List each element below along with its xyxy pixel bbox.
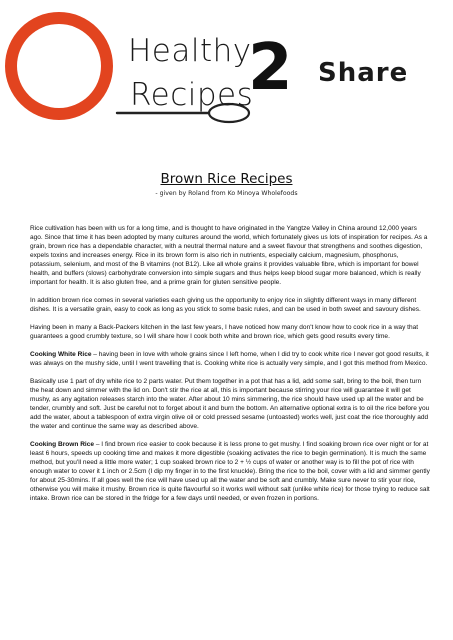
paragraph-white-rice-method: Basically use 1 part of dry white rice to 2 parts water. Put them together in a pot that has a lid, add some salt, bring to the boil, then turn the heat down and simmer with the lid on. Don't stir the rice at all, this is important because stirring your rice will guarantee it will get mushy, as any agitation releases starch into the water. After about 10 mins simmering, the rice should have used up all the water and be tender, crumbly and soft. Just be careful not to forget about it and burn the bottom. An alternative optional extra is to oil the rice before you add the water, about a tablespoon of extra virgin olive oil or cold pressed sesame (untoasted) works well, just coat the rice thoroughly add the water and continue the same way as described above.	[30, 378, 430, 430]
article-subtitle: - given by Roland from Ko Minoya Wholefoods	[155, 190, 298, 197]
logo-word-healthy: Healthy	[128, 33, 252, 69]
paragraph-varieties: In addition brown rice comes in several varieties each giving us the opportunity to enjoy rice in slightly different ways in many different dishes. It is a versatile grain, easy to cook as long as you stick to some basic rules, and can be used in both sweet and savoury dishes.	[30, 297, 421, 313]
paragraph-backpackers: Having been in many a Back-Packers kitchen in the last few years, I have noticed how many don't know how to cook rice in a way that guarantees a good crumbly texture, so I will share how I cook both white and brown rice, which gets good results every time.	[30, 324, 419, 340]
plate-icon	[4, 11, 114, 121]
article-title: Brown Rice Recipes	[160, 171, 293, 187]
logo-number-two: 2	[248, 31, 294, 105]
paragraph-cooking-brown-rice	[30, 440, 430, 503]
cooking-brown-rice-text: – I find brown rice easier to cook because it is less prone to get mushy. I find soaking brown rice over night or for at least 6 hours, speeds up cooking time and makes it more digestible (soaking activates the rice to begin germination). It is much the same method, but you'll need a little more water; 1 cup soaked brown rice to 2 + ½ cups of water or another way is to fill the pot of rice with enough water to cover it 1 inch or 2.5cm (I dip my finger in to the first knuckle). Bring the rice to the boil, cover with a lid and simmer gently for about 25-30mins. If all goes well the rice will have used up all the water and be soft and crumbly. Make sure never to stir your rice, otherwise you will make it mushy. Brown rice is quite flavourful so it works well without salt (unlike white rice) for those trying to reduce salt intake. Brown rice can be stored in the fridge for a few days until needed, or even frozen in portions.	[30, 441, 430, 502]
logo-word-recipes: Recipes	[130, 77, 254, 113]
heading-cooking-white-rice: Cooking White Rice	[30, 351, 92, 358]
paragraph-cooking-white-rice	[30, 350, 430, 368]
logo-word-share: Share	[318, 58, 409, 88]
article-body	[30, 224, 430, 512]
cooking-white-rice-text: – having been in love with whole grains since I left home, when I did try to cook white rice I never got good results, it was always on the mushy side, until I went travelling that is. Cooking white rice is actually very simple, and I got this method from Mexico.	[30, 351, 429, 367]
paragraph-intro: Rice cultivation has been with us for a long time, and is thought to have originated in the Yangtze Valley in China around 12,000 years ago. Since that time it has been adopted by many cultures around the world, which fortunately gives us lots of inspiration for recipes. As a grain, brown rice has a dependable character, with a neutral thermal nature and a sweet flavour that strengthens and soothes digestion, expels toxins and increases energy. Rice in its brown form is also rich in nutrients, especially calcium, magnesium, phosphorus, potassium, selenium, and most of the B vitamins (not B12). Like all whole grains it provides valuable fibre, which is important for bowel health, and buffers (slows) carbohydrate conversion into simple sugars and thus helps keep blood sugar more balanced, which is really important for health. It is also gluten free, and a prime grain for gluten sensitive people.	[30, 225, 428, 286]
healthy-recipes-2-share-logo	[0, 0, 453, 150]
heading-cooking-brown-rice: Cooking Brown Rice	[30, 441, 95, 448]
